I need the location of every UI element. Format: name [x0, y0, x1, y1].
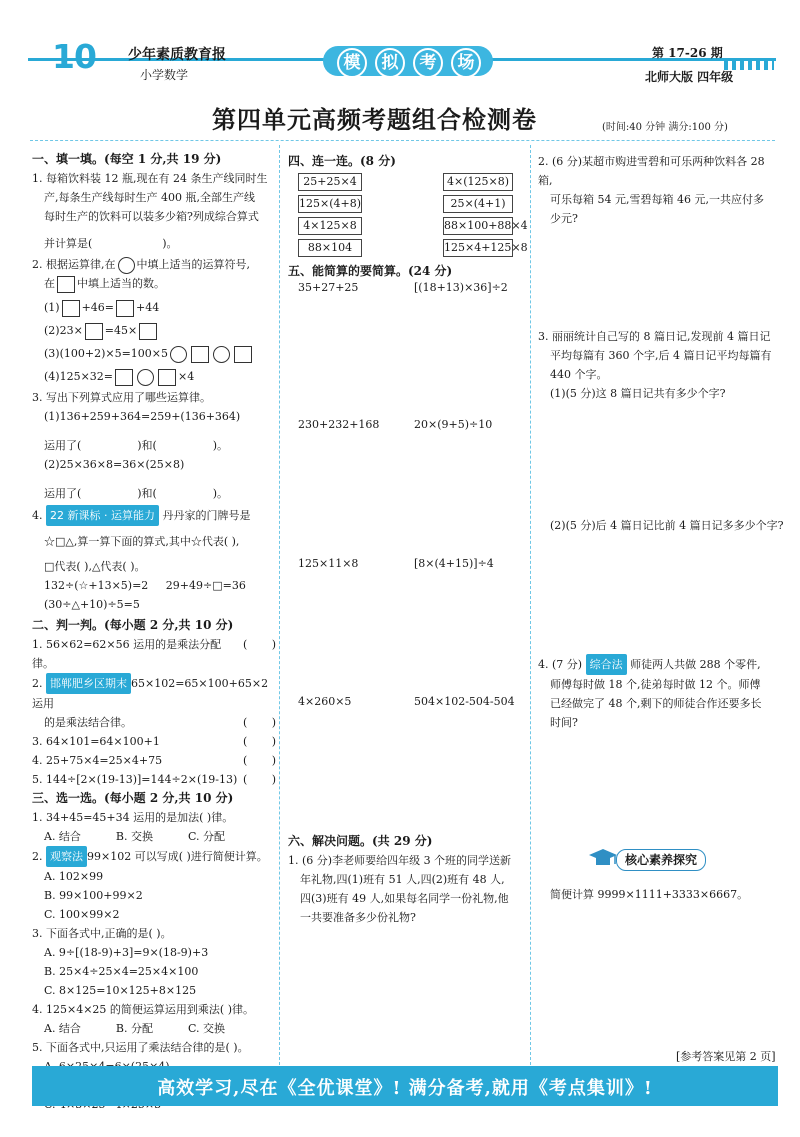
question-tag: 邯郸肥乡区期末 [46, 673, 131, 694]
question-text: 1. (6 分)李老师要给四年级 3 个班的同学送新 [288, 854, 512, 867]
question-text: 产,每条生产线每时生产 400 瓶,全部生产线 [44, 191, 255, 204]
title-meta: (时间:40 分钟 满分:100 分) [602, 122, 728, 133]
banner-char: 考 [413, 48, 443, 78]
question-text: =45× [104, 324, 138, 337]
question-text: (1)(5 分)这 8 篇日记共有多少个字? [550, 387, 726, 400]
issue-number: 第 17-26 期 [652, 46, 723, 60]
question-text: 440 个字。 [550, 368, 608, 381]
box-blank[interactable] [158, 369, 176, 386]
question-text: ×4 [178, 370, 195, 383]
graduation-cap-icon [588, 846, 618, 872]
question-number: 2. [32, 850, 43, 863]
section-heading: 三、选一选。(每小题 2 分,共 10 分) [32, 791, 234, 805]
question-text: 一共要准备多少份礼物? [300, 911, 416, 924]
choice-option[interactable]: A. 102×99 [44, 870, 104, 883]
page-title: 第四单元高频考题组合检测卷 [212, 105, 537, 134]
judge-item: 5. 144÷[2×(19-13)]=144÷2×(19-13) [32, 773, 238, 786]
question-text: 在 [44, 277, 55, 290]
core-literacy-badge [588, 846, 732, 872]
question-text: 简便计算 9999×1111+3333×6667。 [550, 888, 749, 901]
section-heading: 一、填一填。(每空 1 分,共 19 分) [32, 152, 222, 166]
box-blank[interactable] [62, 300, 80, 317]
question-text: □代表( ),△代表( )。 [44, 560, 146, 573]
judge-item: 65×102=65×100+65×2 运用 [32, 677, 269, 710]
question-tag: 观察法 [46, 846, 87, 867]
question-text: 3. 丽丽统计自己写的 8 篇日记,发现前 4 篇日记 [538, 330, 771, 343]
question-text: (4)125×32= [44, 370, 114, 383]
box-blank[interactable] [116, 300, 134, 317]
judge-item: 1. 56×62=62×56 运用的是乘法分配律。 [32, 638, 222, 670]
question-text: 中填上适当的数。 [77, 277, 165, 290]
question-text: 3. 写出下列算式应用了哪些运算律。 [32, 391, 211, 404]
edition: 北师大版 四年级 [645, 70, 734, 84]
question-text: 1. 每箱饮料装 12 瓶,现在有 24 条生产线同时生 [32, 172, 268, 185]
calc-item: 125×11×8 [298, 557, 359, 570]
col3-q2 [538, 152, 778, 228]
banner-char: 拟 [375, 48, 405, 78]
question-text: 132÷(☆+13×5)=2 29+49÷□=36 [44, 579, 246, 592]
choice-option[interactable]: B. 99×100+99×2 [44, 889, 143, 902]
match-right-item[interactable]: 4×(125×8) [443, 173, 513, 191]
question-text: +46= [81, 301, 115, 314]
question-text: (2)25×36×8=36×(25×8) [44, 458, 185, 471]
question-text: 可乐每箱 54 元,雪碧每箱 46 元,一共应付多 [550, 193, 764, 206]
banner-char: 场 [451, 48, 481, 78]
footer-banner [32, 1066, 778, 1106]
calc-item: [8×(4+15)]÷4 [414, 557, 494, 570]
question-text: 2. 根据运算律,在 [32, 258, 116, 271]
column-divider [279, 145, 280, 1065]
title-rule [30, 140, 775, 141]
col3-q3 [538, 327, 778, 403]
banner-chars [337, 48, 487, 78]
question-text: (1) [44, 301, 60, 314]
calc-item: 20×(9+5)÷10 [414, 418, 493, 431]
section-heading: 四、连一连。(8 分) [288, 154, 396, 168]
question-text: 2. (6 分)某超市购进雪碧和可乐两种饮料各 28 箱, [538, 155, 765, 187]
choice-option[interactable]: B. 25×4÷25×4=25×4×100 [44, 965, 199, 978]
core-title: 核心素养探究 [616, 849, 706, 871]
calc-item: 4×260×5 [298, 695, 352, 708]
question-text: +44 [136, 301, 160, 314]
column-divider [530, 145, 531, 1065]
match-right-item[interactable]: 125×4+125×8 [443, 239, 513, 257]
section-6 [288, 832, 526, 927]
question-text: 时间? [550, 716, 578, 729]
question-text: (2)(5 分)后 4 篇日记比前 4 篇日记多多少个字? [550, 519, 784, 532]
banner-char: 模 [337, 48, 367, 78]
question-text: (1)136+259+364=259+(136+364) [44, 410, 241, 423]
section-heading: 五、能简算的要简算。(24 分) [288, 264, 453, 278]
choice-option[interactable]: C. 100×99×2 [44, 908, 120, 921]
calc-item: 230+232+168 [298, 418, 380, 431]
question-text: 师傅每时做 18 个,徒弟每时做 12 个。师傅 [550, 678, 761, 691]
calc-item: 504×102-504-504 [414, 695, 515, 708]
judge-paren[interactable]: ( ) [242, 638, 276, 651]
question-answer: 运用了( )和( )。 [44, 439, 229, 452]
question-text: 中填上适当的运算符号, [136, 258, 250, 271]
judge-paren[interactable]: ( ) [242, 716, 276, 729]
question-text: (2)23× [44, 324, 83, 337]
subject-name: 小学数学 [140, 68, 189, 82]
box-blank[interactable] [139, 323, 157, 340]
question-answer: 并计算是( )。 [44, 237, 178, 250]
question-text: 师徒两人共做 288 个零件, [630, 658, 761, 671]
question-number: 2. [32, 677, 43, 690]
question-text: (30÷△+10)÷5=5 [44, 598, 140, 611]
question-text: ☆□△,算一算下面的算式,其中☆代表( ), [44, 535, 240, 548]
question-text: 四(3)班有 49 人,如果每名同学一份礼物,他 [300, 892, 509, 905]
question-text: 99×102 可以写成( )进行简便计算。 [87, 850, 268, 863]
question-text: 3. 下面各式中,正确的是( )。 [32, 927, 172, 940]
answer-reference: [参考答案见第 2 页] [676, 1050, 776, 1063]
circle-blank[interactable] [170, 346, 187, 363]
box-blank[interactable] [85, 323, 103, 340]
question-text: 4. 125×4×25 的简便运算运用到乘法( )律。 [32, 1003, 254, 1016]
question-text: 丹丹家的门牌号是 [162, 509, 251, 522]
match-left-item[interactable]: 4×125×8 [298, 217, 362, 235]
box-blank[interactable] [191, 346, 209, 363]
box-blank[interactable] [234, 346, 252, 363]
match-left-item[interactable]: 88×104 [298, 239, 362, 257]
question-text: 已经做完了 48 个,剩下的师徒合作还要多长 [550, 697, 762, 710]
calc-item: [(18+13)×36]÷2 [414, 281, 508, 294]
choice-option[interactable]: A. 9÷[(18-9)+3]=9×(18-9)+3 [44, 946, 209, 959]
choice-options[interactable]: A. 结合 B. 交换 C. 分配 [44, 830, 225, 843]
calc-item: 35+27+25 [298, 281, 359, 294]
circle-blank[interactable] [118, 257, 135, 274]
banner [323, 43, 493, 79]
section-heading: 六、解决问题。(共 29 分) [288, 834, 433, 848]
judge-item: 4. 25+75×4=25×4+75 [32, 754, 163, 767]
question-text: 平均每篇有 360 个字,后 4 篇日记平均每篇有 [550, 349, 772, 362]
question-text: 年礼物,四(1)班有 51 人,四(2)班有 48 人, [300, 873, 505, 886]
judge-paren[interactable]: ( ) [242, 773, 276, 786]
footer-slogan: 高效学习,尽在《全优课堂》! 满分备考,就用《考点集训》! [157, 1078, 653, 1099]
newspaper-name: 少年素质教育报 [128, 47, 226, 63]
question-text: 5. 下面各式中,只运用了乘法结合律的是( )。 [32, 1041, 249, 1054]
match-right-item[interactable]: 25×(4+1) [443, 195, 513, 213]
circle-blank[interactable] [137, 369, 154, 386]
judge-paren[interactable]: ( ) [242, 754, 276, 767]
question-text: 少元? [550, 212, 578, 225]
header [0, 0, 800, 95]
question-number: 4. [32, 509, 43, 522]
stripe-decoration [724, 60, 774, 70]
choice-option[interactable]: C. 8×125=10×125+8×125 [44, 984, 197, 997]
question-number: 4. (7 分) [538, 658, 583, 671]
match-left-item[interactable]: 25+25×4 [298, 173, 362, 191]
judge-paren[interactable]: ( ) [242, 735, 276, 748]
question-tag: 22 新课标 · 运算能力 [46, 505, 159, 526]
question-answer: 运用了( )和( )。 [44, 487, 229, 500]
box-blank[interactable] [57, 276, 75, 293]
match-left-item[interactable]: 125×(4+8) [298, 195, 362, 213]
box-blank[interactable] [115, 369, 133, 386]
page-number: 10 [52, 37, 96, 76]
judge-item: 的是乘法结合律。 [44, 716, 132, 729]
question-text: (3)(100+2)×5=100×5 [44, 347, 169, 360]
question-text: 每时生产的饮料可以装多少箱?列成综合算式 [44, 210, 259, 223]
question-text: 1. 34+45=45+34 运用的是加法( )律。 [32, 811, 234, 824]
col3-q4 [538, 654, 778, 732]
circle-blank[interactable] [213, 346, 230, 363]
column-1 [32, 150, 276, 1114]
question-tag: 综合法 [586, 654, 627, 675]
section-heading: 二、判一判。(每小题 2 分,共 10 分) [32, 618, 234, 632]
match-right-item[interactable]: 88×100+88×4 [443, 217, 513, 235]
choice-options[interactable]: A. 结合 B. 分配 C. 交换 [44, 1022, 225, 1035]
judge-item: 3. 64×101=64×100+1 [32, 735, 160, 748]
